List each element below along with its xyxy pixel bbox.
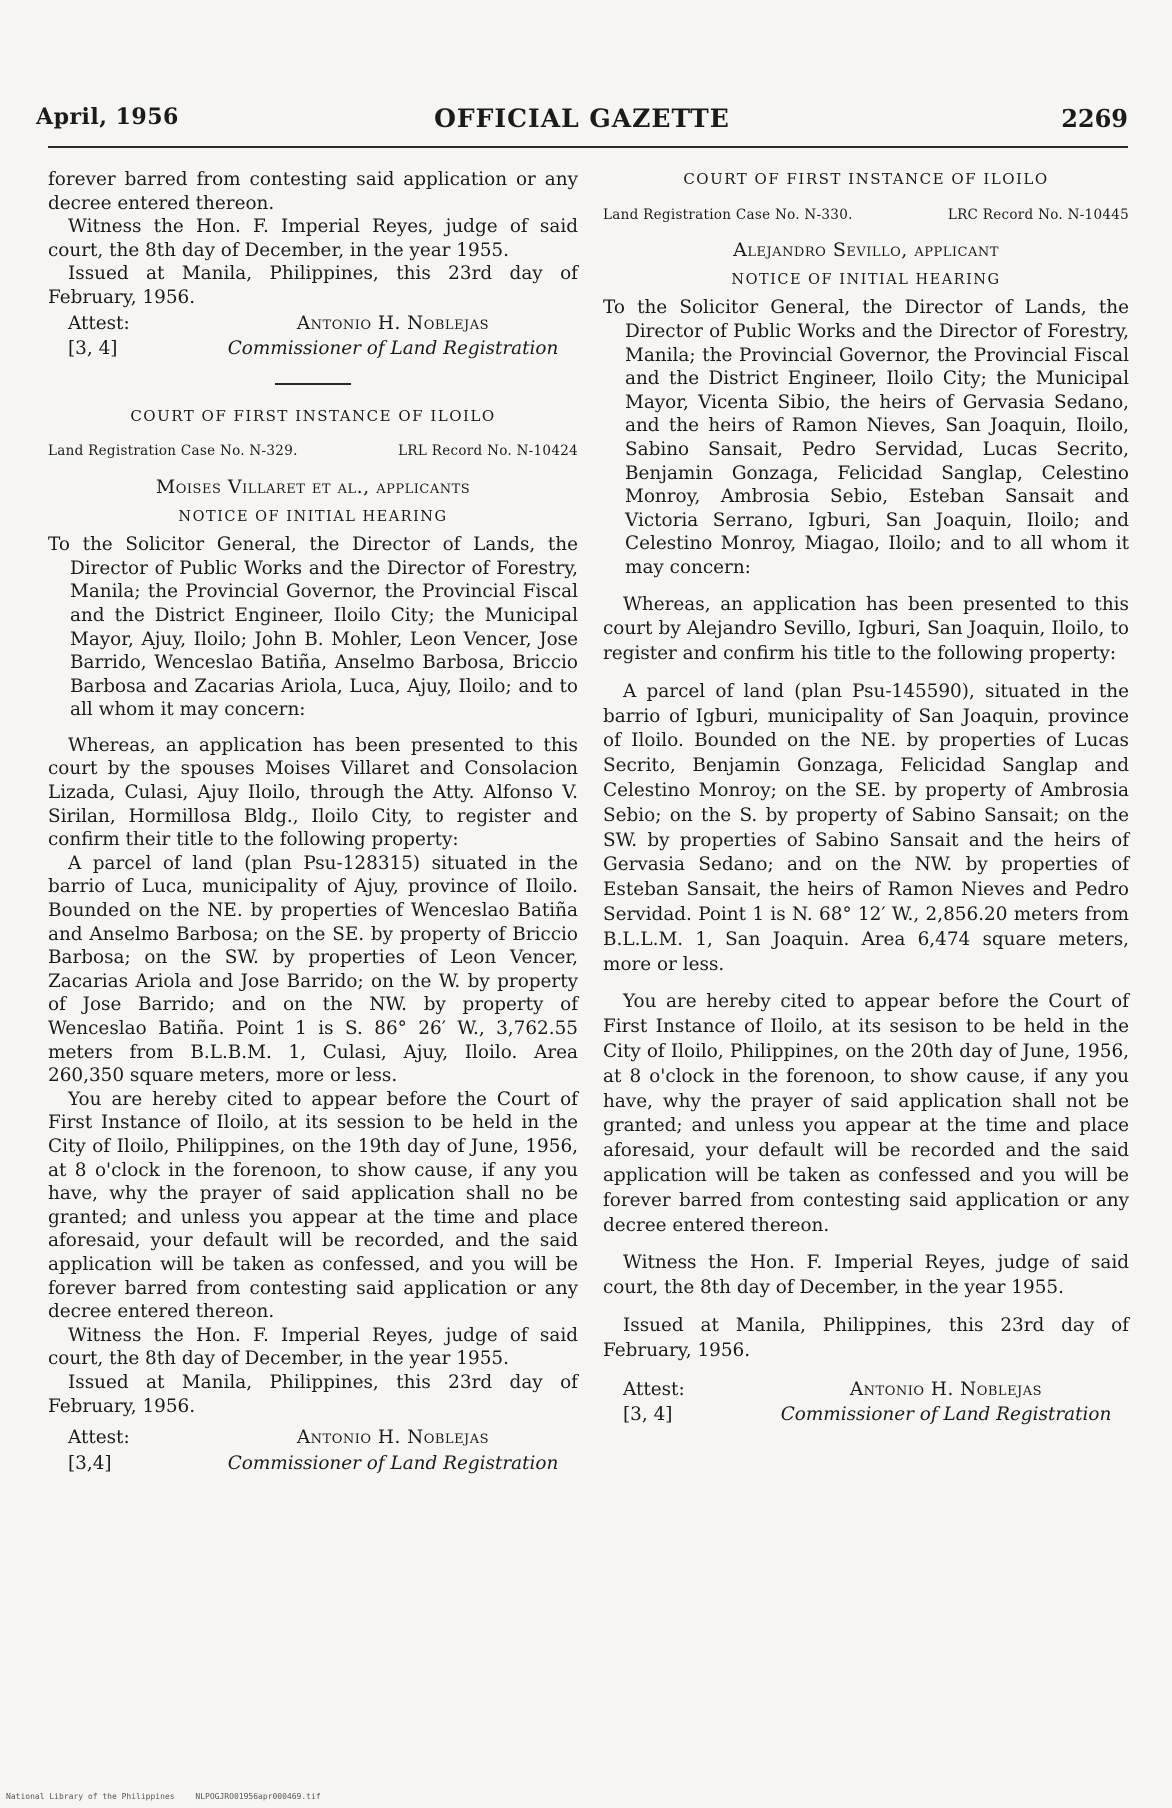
attest-label: Attest: — [68, 1427, 130, 1449]
issued-paragraph: Issued at Manila, Philippines, this 23rd day of February, 1956. — [603, 1315, 1129, 1361]
parcel-description: A parcel of land (plan Psu-128315) situated in the barrio of Luca, municipality of Ajuy, province of Iloilo. Bounded on the NE. by properties of Wenceslao Batiña and Anselmo Barbosa; on the SE. by property of Briccio Barbosa; on the SW. by properties of Leon Vencer, Zacarias Ariola and Jose Barrido; on the W. by property of Jose Barrido; and on the NW. by property of Wenceslao Batiña. Point 1 is S. 86° 26′ W., 3,762.55 meters from B.L.B.M. 1, Culasi, Ajuy, Iloilo. Area 260,350 square meters, more or less. — [48, 852, 578, 1087]
continued-text: forever barred from contesting said application or any decree entered thereon. — [48, 169, 578, 214]
applicant-line: Alejandro Sevillo, applicant — [733, 239, 999, 262]
court-heading: COURT OF FIRST INSTANCE OF ILOILO — [683, 170, 1049, 188]
scan-filename: NLPOGJRO01956apr000469.tif — [195, 1792, 321, 1801]
case-line — [603, 204, 1129, 228]
right-column — [603, 168, 1129, 1427]
issue-month: April, 1956 — [36, 104, 179, 130]
addressees — [48, 533, 578, 722]
issued-paragraph: Issued at Manila, Philippines, this 23rd day of February, 1956. — [48, 1371, 578, 1417]
section-divider — [275, 383, 351, 385]
record-number: LRL Record No. N-10424 — [398, 443, 578, 460]
notice-title: NOTICE OF INITIAL HEARING — [731, 271, 1001, 288]
continued-notice-ending — [48, 168, 578, 361]
issue-reference: [3,4] — [68, 1452, 112, 1474]
issue-reference: [3, 4] — [623, 1404, 673, 1426]
library-credit: National Library of the Philippines — [6, 1792, 175, 1801]
signer-title: Commissioner of Land Registration — [227, 338, 559, 360]
witness-paragraph: Witness the Hon. F. Imperial Reyes, judge of said court, the 8th day of December, in the year 1955. — [603, 1252, 1129, 1299]
witness-paragraph: Witness the Hon. F. Imperial Reyes, judge of said court, the 8th day of December, in the year 1955. — [48, 1324, 578, 1370]
signer-title-row — [48, 337, 578, 361]
addressees-text: To the Solicitor General, the Director of Lands, the Director of Public Works and the Director of Forestry, Manila; the Provincial Governor, the Provincial Fiscal and the District Engineer, Iloilo City; the Municipal Mayor, Ajuy, Iloilo; John B. Mohler, Leon Vencer, Jose Barrido, Wenceslao Batiña, Anselmo Barbosa, Briccio Barbosa and Zacarias Ariola, Luca, Ajuy, Iloilo; and to all whom it may concern: — [48, 534, 578, 721]
left-column — [48, 168, 578, 1475]
citation-paragraph: You are hereby cited to appear before the Court of First Instance of Iloilo, at its session to be held in the City of Iloilo, Philippines, on the 19th day of June, 1956, at 8 o'clock in the forenoon, to show cause, if any you have, why the prayer of said application shall no be granted; and unless you appear at the time and place aforesaid, your default will be recorded, and the said application will be taken as confessed, and you will be forever barred from contesting said application or any decree entered thereon. — [48, 1088, 578, 1323]
signer-name: Antonio H. Noblejas — [849, 1378, 1043, 1400]
attest-label: Attest: — [623, 1378, 685, 1400]
publication-title: OFFICIAL GAZETTE — [434, 104, 730, 133]
page-header — [36, 104, 1128, 140]
signer-title: Commissioner of Land Registration — [227, 1452, 559, 1474]
notice-case-329 — [48, 405, 578, 1476]
parcel-description: A parcel of land (plan Psu-145590), situated in the barrio of Igburi, municipality of San Joaquin, province of Iloilo. Bounded on the NE. by properties of Lucas Secrito, Benjamin Gonzaga, Felicidad Sanglap and Celestino Monroy; on the SE. by property of Ambrosia Sebio; on the S. by property of Sabino Sansait; on the SW. by properties of Sabino Sansait and the heirs of Gervasia Sedano; and on the NW. by properties of Esteban Sansait, the heirs of Ramon Nieves and Pedro Servidad. Point 1 is N. 68° 12′ W., 2,856.20 meters from B.L.L.M. 1, San Joaquin. Area 6,474 square meters, more or less. — [603, 680, 1129, 975]
page-number: 2269 — [1061, 104, 1128, 133]
whereas-paragraph: Whereas, an application has been presented to this court by the spouses Moises Villaret and Consolacion Lizada, Culasi, Ajuy Iloilo, through the Atty. Alfonso V. Sirilan, Hormillosa Bldg., Iloilo City, to register and confirm their title to the following property: — [48, 734, 578, 851]
case-line — [48, 440, 578, 464]
witness-paragraph: Witness the Hon. F. Imperial Reyes, judge of said court, the 8th day of December, in the year 1955. — [48, 216, 578, 261]
header-rule — [48, 146, 1128, 148]
record-number: LRC Record No. N-10445 — [947, 206, 1129, 223]
issue-reference: [3, 4] — [68, 338, 118, 360]
whereas-paragraph: Whereas, an application has been presented to this court by Alejandro Sevillo, Igburi, San Joaquin, Iloilo, to register and confirm his title to the following property: — [603, 593, 1129, 665]
case-number: Land Registration Case No. N-330. — [603, 206, 853, 223]
notice-case-330 — [603, 168, 1129, 1427]
court-heading: COURT OF FIRST INSTANCE OF ILOILO — [130, 406, 496, 425]
issued-paragraph: Issued at Manila, Philippines, this 23rd day of February, 1956. — [48, 263, 578, 308]
signer-name: Antonio H. Noblejas — [296, 1427, 490, 1449]
signer-title-row — [603, 1403, 1129, 1427]
attest-label: Attest: — [68, 312, 130, 334]
signer-name: Antonio H. Noblejas — [296, 312, 490, 334]
citation-paragraph: You are hereby cited to appear before the Court of First Instance of Iloilo, at its sesison to be held in the City of Iloilo, Philippines, on the 20th day of June, 1956, at 8 o'clock in the forenoon, to show cause, if any you have, why the prayer of said application shall not be granted; and unless you appear at the time and place aforesaid, your default will be recorded and the said application will be taken as confessed and you will be forever barred from contesting said application or any decree entered thereon. — [603, 991, 1129, 1236]
case-number: Land Registration Case No. N-329. — [48, 443, 298, 460]
applicant-line: Moises Villaret et al., applicants — [155, 475, 471, 498]
addressees-text: To the Solicitor General, the Director of Lands, the Director of Public Works and the Director of Forestry, Manila; the Provincial Governor, the Provincial Fiscal and the District Engineer, Iloilo City; the Municipal Mayor, Vicenta Sibio, the heirs of Gervasia Sedano, and the heirs of Ramon Nieves, San Joaquin, Iloilo, Sabino Sansait, Pedro Servidad, Lucas Secrito, Benjamin Gonzaga, Felicidad Sanglap, Celestino Monroy, Ambrosia Sebio, Esteban Sansait and Victoria Serrano, Igburi, San Joaquin, Iloilo; and Celestino Monroy, Miagao, Iloilo; and to all whom it may concern: — [603, 297, 1129, 578]
signer-title-row — [48, 1452, 578, 1476]
signer-title: Commissioner of Land Registration — [780, 1404, 1112, 1426]
addressees — [603, 296, 1129, 579]
scan-footer — [6, 1792, 337, 1801]
attest-row — [603, 1378, 1129, 1402]
attest-row — [48, 312, 578, 336]
notice-title: NOTICE OF INITIAL HEARING — [178, 508, 448, 525]
attest-row — [48, 1426, 578, 1450]
